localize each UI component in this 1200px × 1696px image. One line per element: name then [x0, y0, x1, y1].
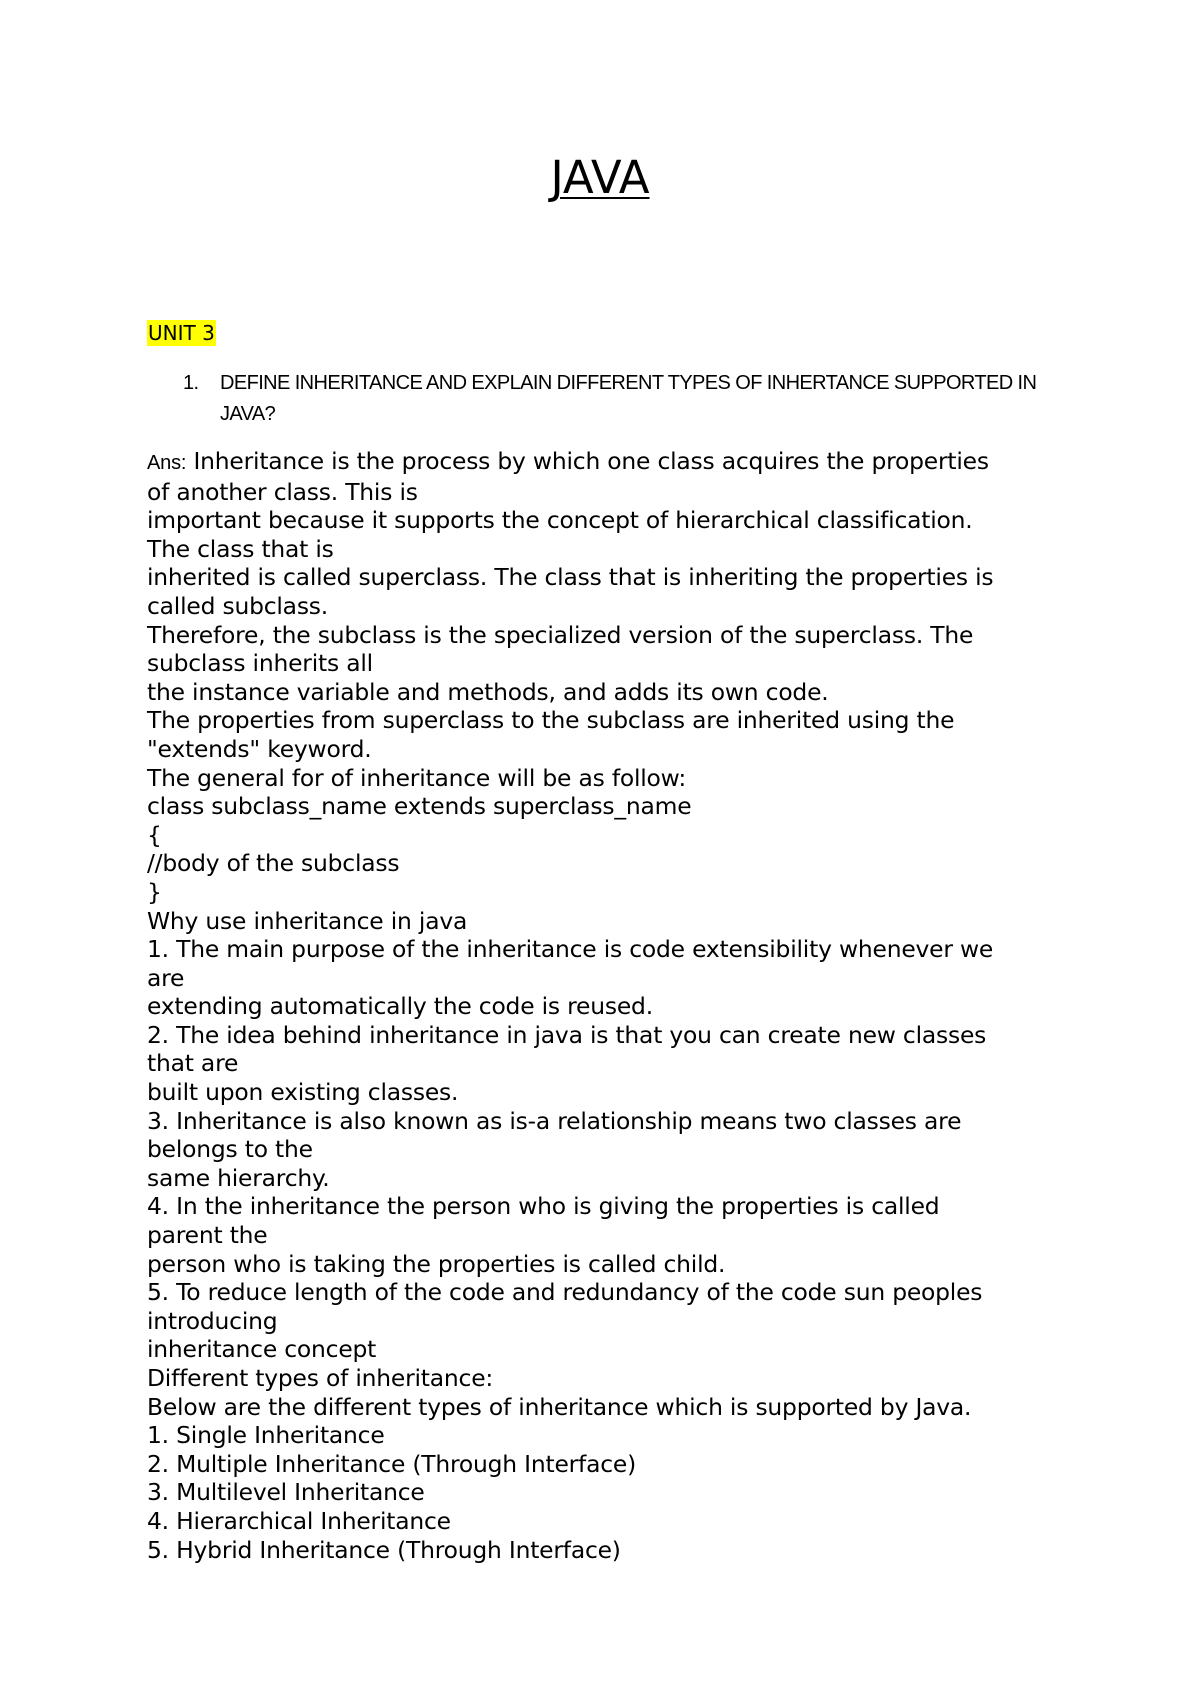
- answer-line: same hierarchy.: [147, 1163, 330, 1192]
- answer-line: the instance variable and methods, and adds its own code.: [147, 677, 829, 706]
- answer-line: important because it supports the concept of hierarchical classification.: [147, 506, 973, 535]
- answer-line: inheritance concept: [147, 1335, 377, 1364]
- answer-line: The class that is: [147, 534, 334, 563]
- answer-line: are: [147, 963, 185, 992]
- answer-line: 4. In the inheritance the person who is giving the properties is called: [147, 1192, 940, 1221]
- answer-line: of another class. This is: [147, 477, 418, 506]
- answer-body: [147, 447, 1067, 1564]
- list-item: 5. Hybrid Inheritance (Through Interface): [147, 1535, 621, 1564]
- answer-line: inherited is called superclass. The class that is inheriting the properties is: [147, 563, 994, 592]
- code-line: {: [147, 820, 162, 849]
- answer-line: 3. Inheritance is also known as is-a relationship means two classes are: [147, 1106, 962, 1135]
- answer-line: The properties from superclass to the subclass are inherited using the: [147, 706, 955, 735]
- list-item: 1. Single Inheritance: [147, 1421, 385, 1450]
- answer-line: called subclass.: [147, 591, 329, 620]
- answer-line: Below are the different types of inheritance which is supported by Java.: [147, 1392, 972, 1421]
- answer-line: 1. The main purpose of the inheritance is code extensibility whenever we: [147, 935, 994, 964]
- document-title: JAVA: [550, 151, 650, 204]
- list-item: 2. Multiple Inheritance (Through Interface): [147, 1449, 636, 1478]
- answer-line: subclass inherits all: [147, 649, 373, 678]
- unit-label: UNIT 3: [148, 321, 215, 345]
- answer-line: parent the: [147, 1221, 268, 1250]
- answer-line: built upon existing classes.: [147, 1078, 459, 1107]
- answer-line: The general for of inheritance will be as follow:: [147, 763, 687, 792]
- answer-line: belongs to the: [147, 1135, 313, 1164]
- answer-line: 5. To reduce length of the code and redundancy of the code sun peoples: [147, 1278, 983, 1307]
- answer-line: extending automatically the code is reused.: [147, 992, 653, 1021]
- answer-line: Why use inheritance in java: [147, 906, 468, 935]
- answer-line: 2. The idea behind inheritance in java is that you can create new classes: [147, 1020, 987, 1049]
- answer-line: "extends" keyword.: [147, 734, 372, 763]
- answer-first-line-text: Inheritance is the process by which one class acquires the properties: [186, 447, 989, 475]
- question-text: DEFINE INHERITANCE AND EXPLAIN DIFFERENT TYPES OF INHERTANCE SUPPORTED IN JAVA?: [220, 372, 1037, 425]
- question-item: [183, 368, 1063, 430]
- list-item: 4. Hierarchical Inheritance: [147, 1506, 451, 1535]
- answer-prefix: Ans:: [147, 452, 187, 474]
- list-item: 3. Multilevel Inheritance: [147, 1478, 425, 1507]
- code-line: }: [147, 877, 162, 906]
- code-line: //body of the subclass: [147, 849, 400, 878]
- answer-line: introducing: [147, 1306, 278, 1335]
- answer-line: that are: [147, 1049, 239, 1078]
- answer-line: person who is taking the properties is called child.: [147, 1249, 726, 1278]
- code-line: class subclass_name extends superclass_name: [147, 792, 692, 821]
- answer-line: Therefore, the subclass is the specialized version of the superclass. The: [147, 620, 974, 649]
- answer-line: Different types of inheritance:: [147, 1364, 494, 1392]
- answer-first-line: [147, 447, 1067, 478]
- question-number: 1.: [183, 372, 199, 394]
